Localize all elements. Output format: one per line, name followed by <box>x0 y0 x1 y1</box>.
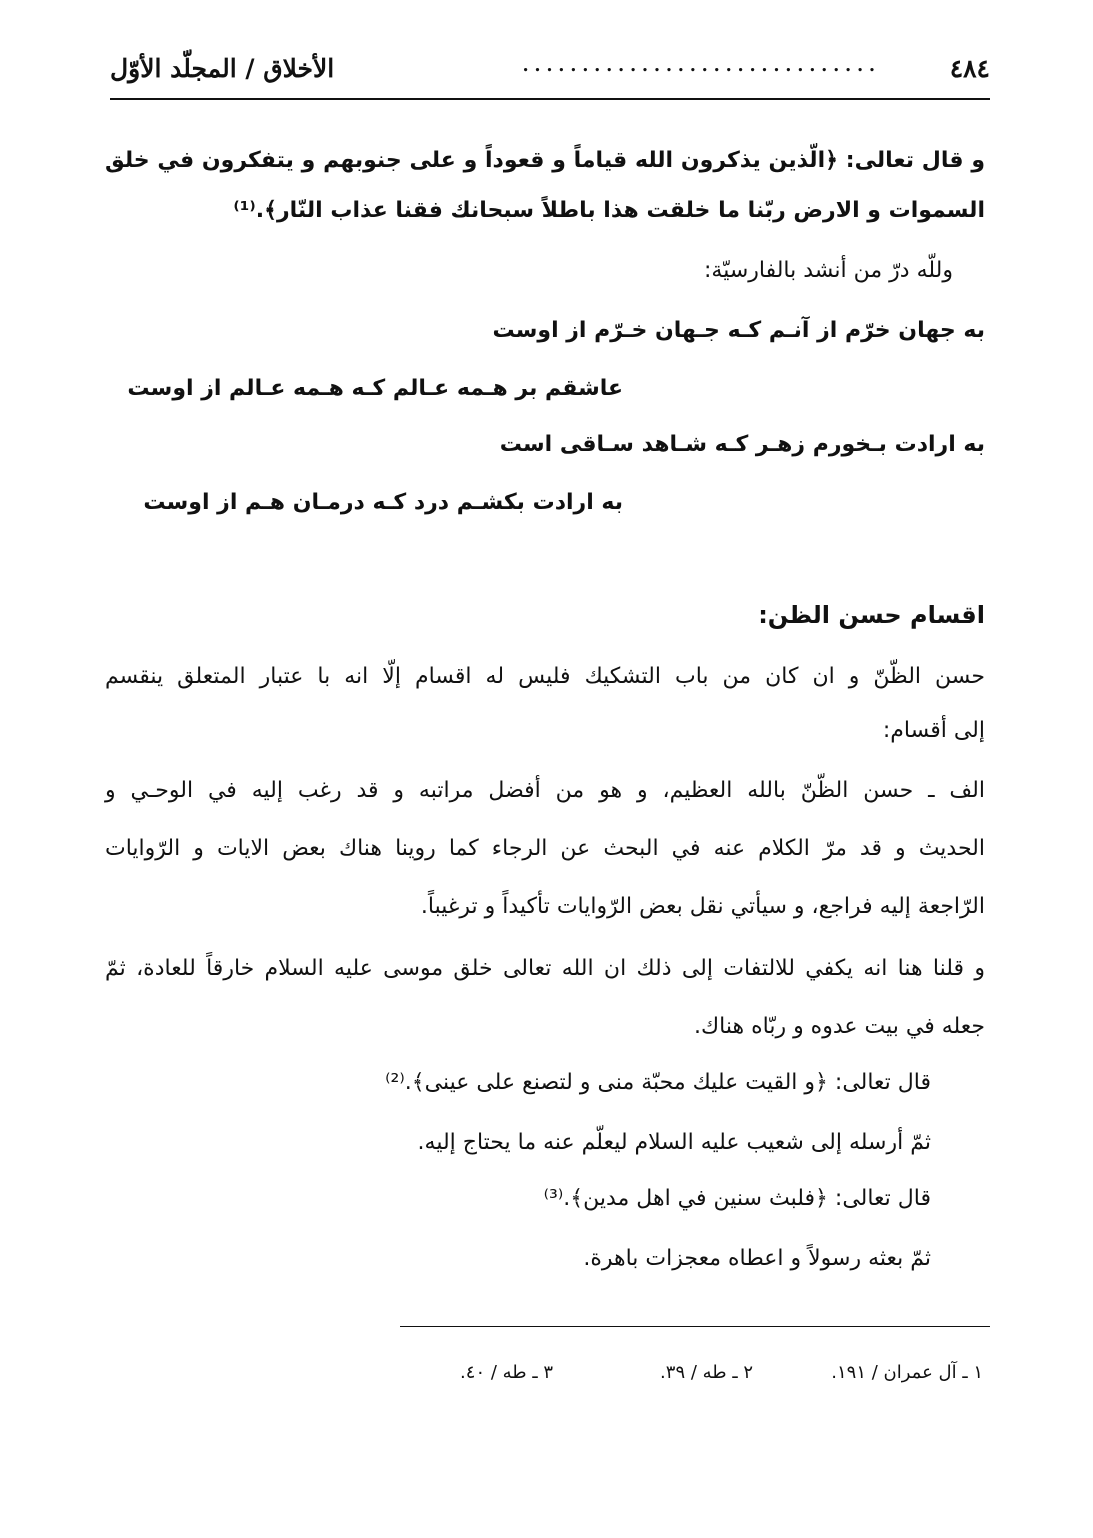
body-line-1: و قال تعالى: ﴿الّذين يذكرون الله قياماً و قعوداً و على جنوبهم و يتفكرون في خلق <box>105 148 985 173</box>
running-header <box>110 48 990 92</box>
poem-hemistich-4: به ارادت بكشـم درد كـه درمـان هـم از اوست <box>143 490 623 515</box>
section-line-1: حسن الظّنّ و ان كان من باب التشكيك فليس له اقسام إلّا انه با عتبار المتعلق ينقسم <box>105 664 985 689</box>
section-line-8: قال تعالى: ﴿و القيت عليك محبّة منى و لتصنع على عينى﴾.⁽²⁾ <box>385 1070 931 1095</box>
footnote-2: ٢ ـ طه / ٣٩. <box>660 1362 753 1383</box>
section-line-10: قال تعالى: ﴿فلبث سنين في اهل مدين﴾.⁽³⁾ <box>543 1186 931 1211</box>
section-line-11: ثمّ بعثه رسولاً و اعطاه معجزات باهرة. <box>583 1246 931 1271</box>
footnote-rule <box>400 1326 990 1327</box>
poem-hemistich-2: عاشقم بر هـمه عـالم كـه هـمه عـالم از اوست <box>127 376 623 401</box>
section-line-3: الف ـ حسن الظّنّ بالله العظيم، و هو من أفضل مراتبه و قد رغب إليه في الوحـي و <box>105 778 985 803</box>
poem-hemistich-1: به جهان خرّم از آنـم كـه جـهان خـرّم از اوست <box>492 318 985 343</box>
section-line-4: الحديث و قد مرّ الكلام عنه في البحث عن الرجاء كما روينا هناك بعض الايات و الرّوايات <box>105 836 985 861</box>
section-line-2: إلى أقسام: <box>882 718 985 743</box>
section-line-6: و قلنا هنا انه يكفي للالتفات إلى ذلك ان الله تعالى خلق موسى عليه السلام خارقاً للعادة، ثمّ <box>105 956 985 981</box>
footnote-1: ١ ـ آل عمران / ١٩١. <box>831 1362 983 1383</box>
footnote-3: ٣ ـ طه / ٤٠. <box>460 1362 553 1383</box>
header-rule <box>110 98 990 100</box>
section-line-5: الرّاجعة إليه فراجع، و سيأتي نقل بعض الرّوايات تأكيداً و ترغيباً. <box>420 894 985 919</box>
header-dot-leader: .............................. <box>521 48 880 77</box>
section-line-7: جعله في بيت عدوه و ربّاه هناك. <box>694 1014 985 1039</box>
body-line-2: السموات و الارض ربّنا ما خلقت هذا باطلاً سبحانك فقنا عذاب النّار﴾.⁽¹⁾ <box>233 198 985 223</box>
header-title: الأخلاق / المجلّد الأوّل <box>110 54 335 83</box>
poem-hemistich-3: به ارادت بـخورم زهـر كـه شـاهد سـاقى است <box>499 432 985 457</box>
section-line-9: ثمّ أرسله إلى شعيب عليه السلام ليعلّم عنه ما يحتاج إليه. <box>417 1130 931 1155</box>
body-line-3: وللّه درّ من أنشد بالفارسيّة: <box>703 258 953 283</box>
page-number: ٤٨٤ <box>949 54 990 83</box>
section-heading: اقسام حسن الظن: <box>758 601 985 629</box>
